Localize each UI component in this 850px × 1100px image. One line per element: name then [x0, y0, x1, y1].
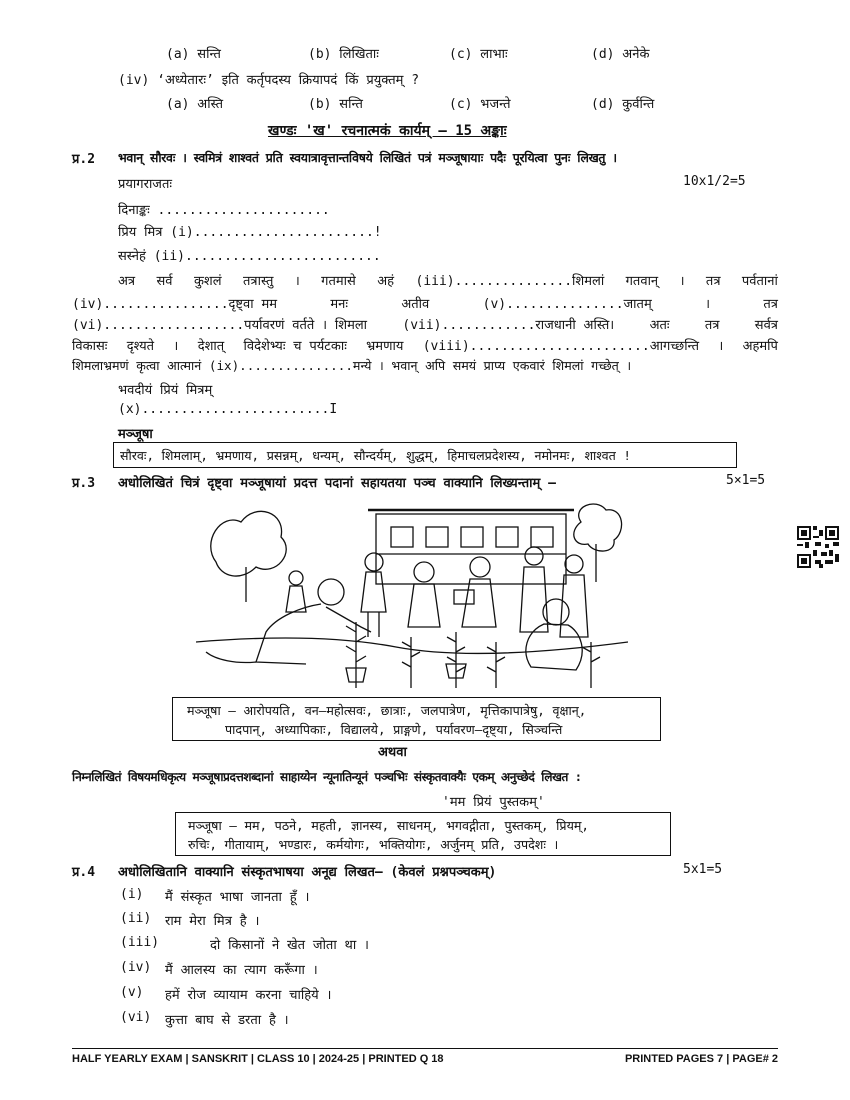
- question-text: अधोलिखितं चित्रं दृष्ट्वा मञ्जूषायां प्रदत्त पदानां सहायतया पञ्च वाक्यानि लिख्यन्ताम् –: [118, 476, 556, 491]
- question-number: प्र.4: [72, 865, 96, 880]
- item-text: राम मेरा मित्र है ।: [165, 914, 260, 929]
- item-number: (v): [120, 985, 144, 1000]
- manjusha-line: मञ्जूषा – मम, पठने, महती, ज्ञानस्य, साधनम्, भगवद्गीता, पुस्तकम्, प्रियम्,: [188, 818, 589, 833]
- letter-date: दिनाङ्कः ......................: [118, 203, 330, 218]
- question-iv: (iv) ‘अध्येतारः’ इति कर्तृपदस्य क्रियापदं किं प्रयुक्तम् ?: [118, 73, 420, 88]
- letter-body-line: (iv)................दृष्ट्वा मम मनः अतीव (v)...............जातम् । तत्र: [72, 297, 778, 312]
- alt-question-text: निम्नलिखितं विषयमधिकृत्य मञ्जूषाप्रदत्तशब्दानां साहाय्येन न्यूनातिन्यूनं पञ्चभिः संस्कृतवाक्यैः एकम् अनुच्छेदं लिखत :: [72, 770, 582, 784]
- footer-left: HALF YEARLY EXAM | SANSKRIT | CLASS 10 | 2024-25 | PRINTED Q 18: [72, 1053, 444, 1065]
- item-text: हमें रोज व्यायाम करना चाहिये ।: [165, 988, 332, 1003]
- qr-code-icon: [797, 526, 839, 568]
- question-text: अधोलिखितानि वाक्यानि संस्कृतभाषया अनूद्य लिखत– (केवलं प्रश्नपञ्चकम्): [118, 865, 497, 880]
- letter-sign: (x)........................I: [118, 402, 338, 417]
- item-number: (vi): [120, 1010, 152, 1025]
- footer-right: PRINTED PAGES 7 | PAGE# 2: [624, 1053, 778, 1065]
- item-text: कुत्ता बाघ से डरता है ।: [165, 1013, 289, 1028]
- item-number: (iii): [120, 935, 160, 950]
- or-label: अथवा: [378, 745, 407, 760]
- option-a: (a) सन्ति: [166, 47, 221, 62]
- option-d: (d) कुर्वन्ति: [591, 97, 655, 112]
- manjusha-box: [113, 442, 737, 468]
- letter-salutation: प्रिय मित्र (i).......................!: [118, 225, 382, 240]
- letter-body-line: विकासः दृश्यते । देशात् विदेशेभ्यः च पर्यटकाः भ्रमणाय (viii).......................आगच्छन्ति । अहमपि: [72, 339, 778, 354]
- manjusha-box: [172, 697, 661, 741]
- question-text: भवान् सौरवः । स्वमित्रं शाश्वतं प्रति स्वयात्रावृत्तान्तविषये लिखितं पत्रं मञ्जूषायाः पदैः पूरयित्वा पुनः लिखतु ।: [118, 150, 617, 165]
- item-text: दो किसानों ने खेत जोता था ।: [210, 938, 369, 953]
- letter-place: प्रयागराजतः: [118, 177, 172, 192]
- marks: 5x1=5: [683, 862, 723, 877]
- alt-topic: 'मम प्रियं पुस्तकम्': [442, 795, 545, 810]
- manjusha-line: मञ्जूषा – आरोपयति, वन–महोत्सवः, छात्राः, जलपात्रेण, मृत्तिकापात्रेषु, वृक्षान्,: [187, 703, 587, 718]
- letter-closing: भवदीयं प्रियं मित्रम्: [118, 383, 213, 398]
- footer-divider: [72, 1048, 778, 1049]
- option-c: (c) लाभाः: [449, 47, 508, 62]
- marks: 10x1/2=5: [683, 174, 746, 189]
- question-number: प्र.2: [72, 152, 96, 167]
- item-number: (i): [120, 887, 144, 902]
- marks: 5×1=5: [726, 473, 766, 488]
- manjusha-line: रुचिः, गीतायाम्, भण्डारः, कर्मयोगः, भक्तियोगः, अर्जुनम् प्रति, उपदेशः ।: [188, 837, 559, 852]
- option-a: (a) अस्ति: [166, 97, 224, 112]
- item-text: मैं आलस्य का त्याग करूँगा ।: [165, 963, 318, 978]
- letter-greeting: सस्नेहं (ii).........................: [118, 249, 381, 264]
- letter-body-line: शिमलाभ्रमणं कृत्वा आत्मानं (ix)...............मन्ये । भवान् अपि समयं प्राप्य एकवारं शिमलां गच्छेत् ।: [72, 358, 632, 373]
- manjusha-words: सौरवः, शिमलाम्, भ्रमणाय, प्रसन्नम्, धन्यम्, सौन्दर्यम्, शुद्धम्, हिमाचलप्रदेशस्य, नमोनमः, शाश्वत !: [120, 448, 631, 463]
- item-number: (ii): [120, 911, 152, 926]
- option-c: (c) भजन्ते: [449, 97, 511, 112]
- letter-body-line: (vi)..................पर्यावरणं वर्तते । शिमला (vii)............राजधानी अस्ति। अतः तत्र सर्वत्र: [72, 318, 778, 333]
- option-d: (d) अनेके: [591, 47, 650, 62]
- letter-body-line: अत्र सर्व कुशलं तत्रास्तु । गतमासे अहं (iii)...............शिमलां गतवान् । तत्र पर्वतानां: [118, 274, 778, 289]
- item-text: मैं संस्कृत भाषा जानता हूँ ।: [165, 890, 310, 905]
- option-b: (b) सन्ति: [308, 97, 363, 112]
- section-heading: खण्डः 'ख' रचनात्मकं कार्यम् – 15 अङ्काः: [268, 123, 507, 139]
- manjusha-label: मञ्जूषा: [118, 427, 153, 442]
- tree-plantation-illustration: [196, 492, 628, 688]
- option-b: (b) लिखिताः: [308, 47, 379, 62]
- question-number: प्र.3: [72, 476, 96, 491]
- manjusha-line: पादपान्, अध्यापिकाः, विद्यालये, प्राङ्गणे, पर्यावरण–दृष्ट्या, सिञ्चन्ति: [225, 722, 563, 737]
- manjusha-box: [175, 812, 671, 856]
- item-number: (iv): [120, 960, 152, 975]
